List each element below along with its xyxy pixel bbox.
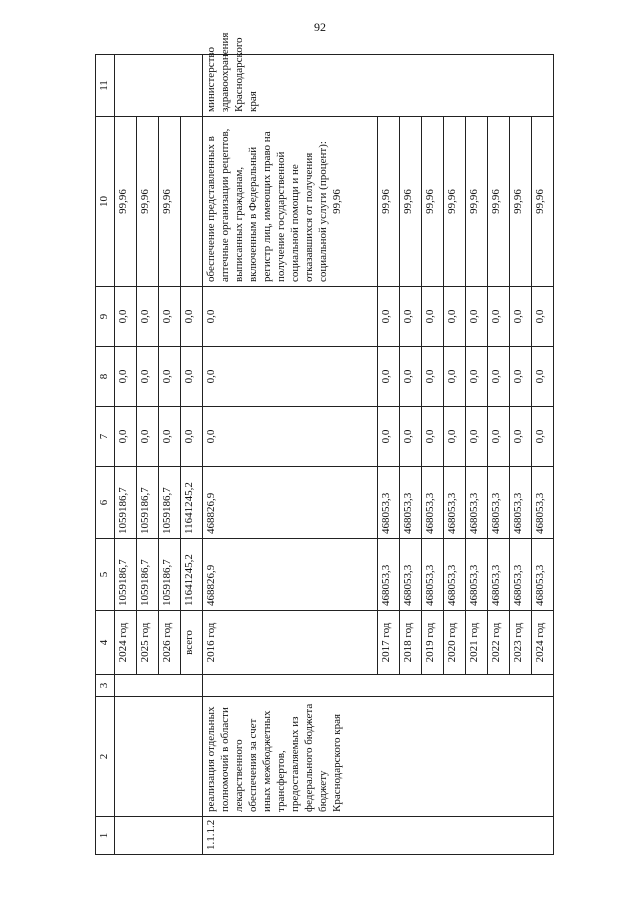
col-header: 10 (96, 117, 115, 287)
amount-total-cell: 468053,3 (510, 539, 532, 611)
amount-cell: 0,0 (466, 347, 488, 407)
amount-regional-cell: 468053,3 (510, 467, 532, 539)
amount-cell: 0,0 (422, 287, 444, 347)
amount-total-cell: 468826,9 (203, 539, 378, 611)
period-cell: 2024 год (115, 611, 137, 675)
amount-regional-cell: 468053,3 (378, 467, 400, 539)
col-header: 11 (96, 55, 115, 117)
amount-cell: 0,0 (203, 407, 378, 467)
amount-regional-cell: 468053,3 (400, 467, 422, 539)
period-cell: 2019 год (422, 611, 444, 675)
cell-empty (115, 697, 203, 817)
indicator-value-cell: 99,96 (400, 117, 422, 287)
indicator-value-cell: 99,96 (378, 117, 400, 287)
amount-cell: 0,0 (137, 287, 159, 347)
period-cell: 2021 год (466, 611, 488, 675)
amount-cell: 0,0 (488, 287, 510, 347)
amount-regional-cell: 1059186,7 (115, 467, 137, 539)
period-cell: 2026 год (159, 611, 181, 675)
amount-cell: 0,0 (488, 347, 510, 407)
amount-cell: 0,0 (422, 347, 444, 407)
amount-cell: 0,0 (510, 407, 532, 467)
col-header: 1 (96, 817, 115, 855)
column-number-row (96, 55, 115, 855)
item-number-cell: 1.1.1.2 (203, 817, 554, 855)
amount-total-cell: 468053,3 (488, 539, 510, 611)
period-cell: 2023 год (510, 611, 532, 675)
amount-regional-cell: 468053,3 (466, 467, 488, 539)
amount-total-cell: 468053,3 (466, 539, 488, 611)
cell-empty (115, 817, 203, 855)
indicator-text: обеспечение представленных в аптечные организации рецептов, выписанных гражданам, включенным в Федеральный регистр лиц, имеющих право на получение государственной социальной помощи и не отказавшихся от получения социальной услуги (процент): (205, 128, 329, 282)
amount-cell: 0,0 (181, 347, 203, 407)
amount-cell: 0,0 (159, 347, 181, 407)
indicator-value-cell: 99,96 (488, 117, 510, 287)
indicator-cell (203, 117, 378, 287)
amount-cell: 0,0 (181, 407, 203, 467)
amount-regional-cell: 11641245,2 (181, 467, 203, 539)
amount-cell: 0,0 (510, 287, 532, 347)
table-row (203, 55, 378, 855)
amount-cell: 0,0 (159, 407, 181, 467)
amount-total-cell: 1059186,7 (159, 539, 181, 611)
table-row (115, 55, 137, 855)
period-cell: 2025 год (137, 611, 159, 675)
amount-regional-cell: 1059186,7 (137, 467, 159, 539)
amount-cell: 0,0 (400, 347, 422, 407)
amount-total-cell: 468053,3 (400, 539, 422, 611)
col-header: 7 (96, 407, 115, 467)
amount-cell: 0,0 (422, 407, 444, 467)
amount-regional-cell: 468053,3 (488, 467, 510, 539)
amount-regional-cell: 468053,3 (444, 467, 466, 539)
amount-regional-cell: 1059186,7 (159, 467, 181, 539)
amount-cell: 0,0 (510, 347, 532, 407)
amount-cell: 0,0 (488, 407, 510, 467)
amount-cell: 0,0 (378, 287, 400, 347)
page-number: 92 (314, 20, 326, 34)
indicator-value-cell: 99,96 (115, 117, 137, 287)
amount-cell: 0,0 (532, 287, 554, 347)
amount-cell: 0,0 (137, 407, 159, 467)
program-table (95, 32, 554, 855)
period-cell: 2020 год (444, 611, 466, 675)
col-header: 5 (96, 539, 115, 611)
indicator-value-cell (181, 117, 203, 287)
amount-regional-cell: 468053,3 (532, 467, 554, 539)
indicator-value-cell: 99,96 (422, 117, 444, 287)
amount-cell: 0,0 (115, 287, 137, 347)
amount-cell: 0,0 (400, 407, 422, 467)
amount-cell: 0,0 (203, 287, 378, 347)
amount-cell: 0,0 (400, 287, 422, 347)
period-cell: 2017 год (378, 611, 400, 675)
amount-cell: 0,0 (532, 407, 554, 467)
amount-regional-cell: 468826,9 (203, 467, 378, 539)
amount-cell: 0,0 (181, 287, 203, 347)
amount-total-cell: 468053,3 (532, 539, 554, 611)
amount-cell: 0,0 (115, 407, 137, 467)
executor-cell: министерство здравоохранения Краснодарского края (203, 55, 554, 117)
cell-empty (115, 675, 203, 697)
amount-cell: 0,0 (444, 287, 466, 347)
period-cell: 2016 год (203, 611, 378, 675)
amount-total-cell: 468053,3 (444, 539, 466, 611)
amount-cell: 0,0 (444, 347, 466, 407)
amount-cell: 0,0 (444, 407, 466, 467)
indicator-value-cell: 99,96 (466, 117, 488, 287)
amount-total-cell: 468053,3 (422, 539, 444, 611)
indicator-value-cell: 99,96 (159, 117, 181, 287)
amount-total-cell: 468053,3 (378, 539, 400, 611)
amount-cell: 0,0 (203, 347, 378, 407)
item-name-cell: реализация отдельных полномочий в области лекарственного обеспечения за счет иных межбюджетных трансфертов, предоставляемых из федерального бюджета бюджету Краснодарского края (203, 697, 554, 817)
amount-cell: 0,0 (378, 407, 400, 467)
amount-cell: 0,0 (159, 287, 181, 347)
indicator-value-cell: 99,96 (532, 117, 554, 287)
period-cell: всего (181, 611, 203, 675)
indicator-value-cell: 99,96 (444, 117, 466, 287)
amount-regional-cell: 468053,3 (422, 467, 444, 539)
col-header: 2 (96, 697, 115, 817)
amount-cell: 0,0 (378, 347, 400, 407)
period-cell: 2024 год (532, 611, 554, 675)
indicator-value: 99,96 (331, 189, 343, 214)
rotated-table-sheet (95, 32, 640, 855)
indicator-value-cell: 99,96 (137, 117, 159, 287)
amount-cell: 0,0 (115, 347, 137, 407)
amount-cell: 0,0 (466, 407, 488, 467)
amount-cell: 0,0 (466, 287, 488, 347)
amount-total-cell: 1059186,7 (137, 539, 159, 611)
col-header: 3 (96, 675, 115, 697)
amount-cell: 0,0 (532, 347, 554, 407)
col-header: 9 (96, 287, 115, 347)
amount-total-cell: 1059186,7 (115, 539, 137, 611)
indicator-value-cell: 99,96 (510, 117, 532, 287)
amount-cell: 0,0 (137, 347, 159, 407)
cell-empty (203, 675, 554, 697)
col-header: 8 (96, 347, 115, 407)
col-header: 6 (96, 467, 115, 539)
cell-empty (115, 55, 203, 117)
col-header: 4 (96, 611, 115, 675)
period-cell: 2022 год (488, 611, 510, 675)
amount-total-cell: 11641245,2 (181, 539, 203, 611)
period-cell: 2018 год (400, 611, 422, 675)
